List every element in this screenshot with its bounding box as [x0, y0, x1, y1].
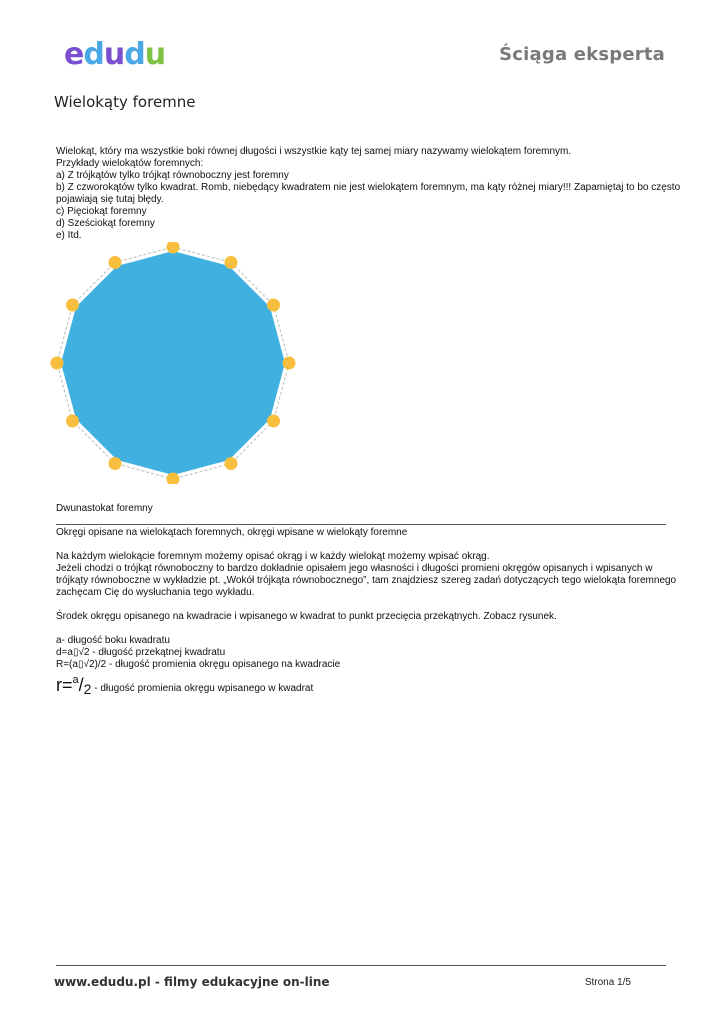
dodecagon-figure	[50, 242, 296, 484]
formula-denominator: 2	[83, 681, 92, 697]
vertex-dot	[225, 256, 238, 269]
intro-line: e) Itd.	[56, 230, 82, 241]
formula-description: - długość promienia okręgu wpisanego w kwadrat	[91, 683, 314, 694]
formula-numerator: a	[72, 674, 79, 686]
figure-caption: Dwunastokat foremny	[56, 503, 153, 514]
vertex-dot	[51, 357, 64, 370]
formula-r: r=	[56, 675, 73, 695]
intro-line: pojawiają się tutaj błędy.	[56, 194, 164, 205]
intro-line: Przykłady wielokątów foremnych:	[56, 158, 204, 169]
vertex-dot	[267, 299, 280, 312]
formula-line: R=(a▯√2)/2 - długość promienia okręgu opisanego na kwadracie	[56, 659, 341, 670]
vertex-dot	[167, 242, 180, 254]
paragraph-line: Środek okręgu opisanego na kwadracie i wpisanego w kwadrat to punkt przecięcia przekątnych. Zobacz rysunek.	[56, 611, 557, 622]
dodecagon-shape	[61, 251, 285, 475]
formula-line: d=a▯√2 - długość przekątnej kwadratu	[56, 647, 226, 658]
vertex-dot	[167, 473, 180, 485]
intro-line: c) Pięciokąt foremny	[56, 206, 147, 217]
formula-slash: /	[78, 675, 84, 695]
vertex-dot	[66, 299, 79, 312]
paragraph-line: trójkąty równoboczne w wykładzie pt. „Wokół trójkąta równobocznego”, tam znajdziesz szereg zadań dotyczących tego wielokąta foremnego	[56, 575, 677, 586]
paragraph-line: Na każdym wielokącie foremnym możemy opisać okrąg i w każdy wielokąt możemy wpisać okrąg.	[56, 551, 490, 562]
divider	[56, 524, 666, 525]
page-number: Strona 1/5	[584, 977, 631, 988]
page-title: Wielokąty foremne	[54, 93, 196, 111]
vertex-dot	[66, 415, 79, 428]
vertex-dot	[225, 457, 238, 470]
intro-line: Wielokąt, który ma wszystkie boki równej długości i wszystkie kąty tej samej miary nazywamy wielokątem foremnym.	[56, 146, 572, 157]
vertex-dot	[109, 256, 122, 269]
paragraph-line: zachęcam Cię do wysłuchania tego wykładu.	[56, 587, 255, 598]
vertex-dot	[283, 357, 296, 370]
svg-text:edudu: edudu	[64, 37, 166, 72]
vertex-dot	[267, 415, 280, 428]
vertex-dot	[109, 457, 122, 470]
footer-divider	[56, 965, 666, 966]
section-heading: Okręgi opisane na wielokątach foremnych, okręgi wpisane w wielokąty foremne	[56, 527, 408, 538]
intro-line: d) Sześciokąt foremny	[56, 218, 155, 229]
intro-line: b) Z czworokątów tylko kwadrat. Romb, niebędący kwadratem nie jest wielokątem foremnym, ma kąty różnej miary!!! Zapamiętaj to bo często	[56, 182, 681, 193]
edudu-logo	[54, 34, 190, 74]
formula-inradius	[56, 674, 313, 697]
footer-site: www.edudu.pl - filmy edukacyjne on-line	[54, 975, 330, 989]
paragraph-line: Jeżeli chodzi o trójkąt równoboczny to bardzo dokładnie opisałem jego własności i długości promieni okręgów opisanych i wpisanych w	[56, 563, 653, 574]
intro-line: a) Z trójkątów tylko trójkąt równoboczny jest foremny	[56, 170, 289, 181]
brand-tagline: Ściąga eksperta	[499, 44, 665, 65]
formula-line: a- długość boku kwadratu	[56, 635, 170, 646]
